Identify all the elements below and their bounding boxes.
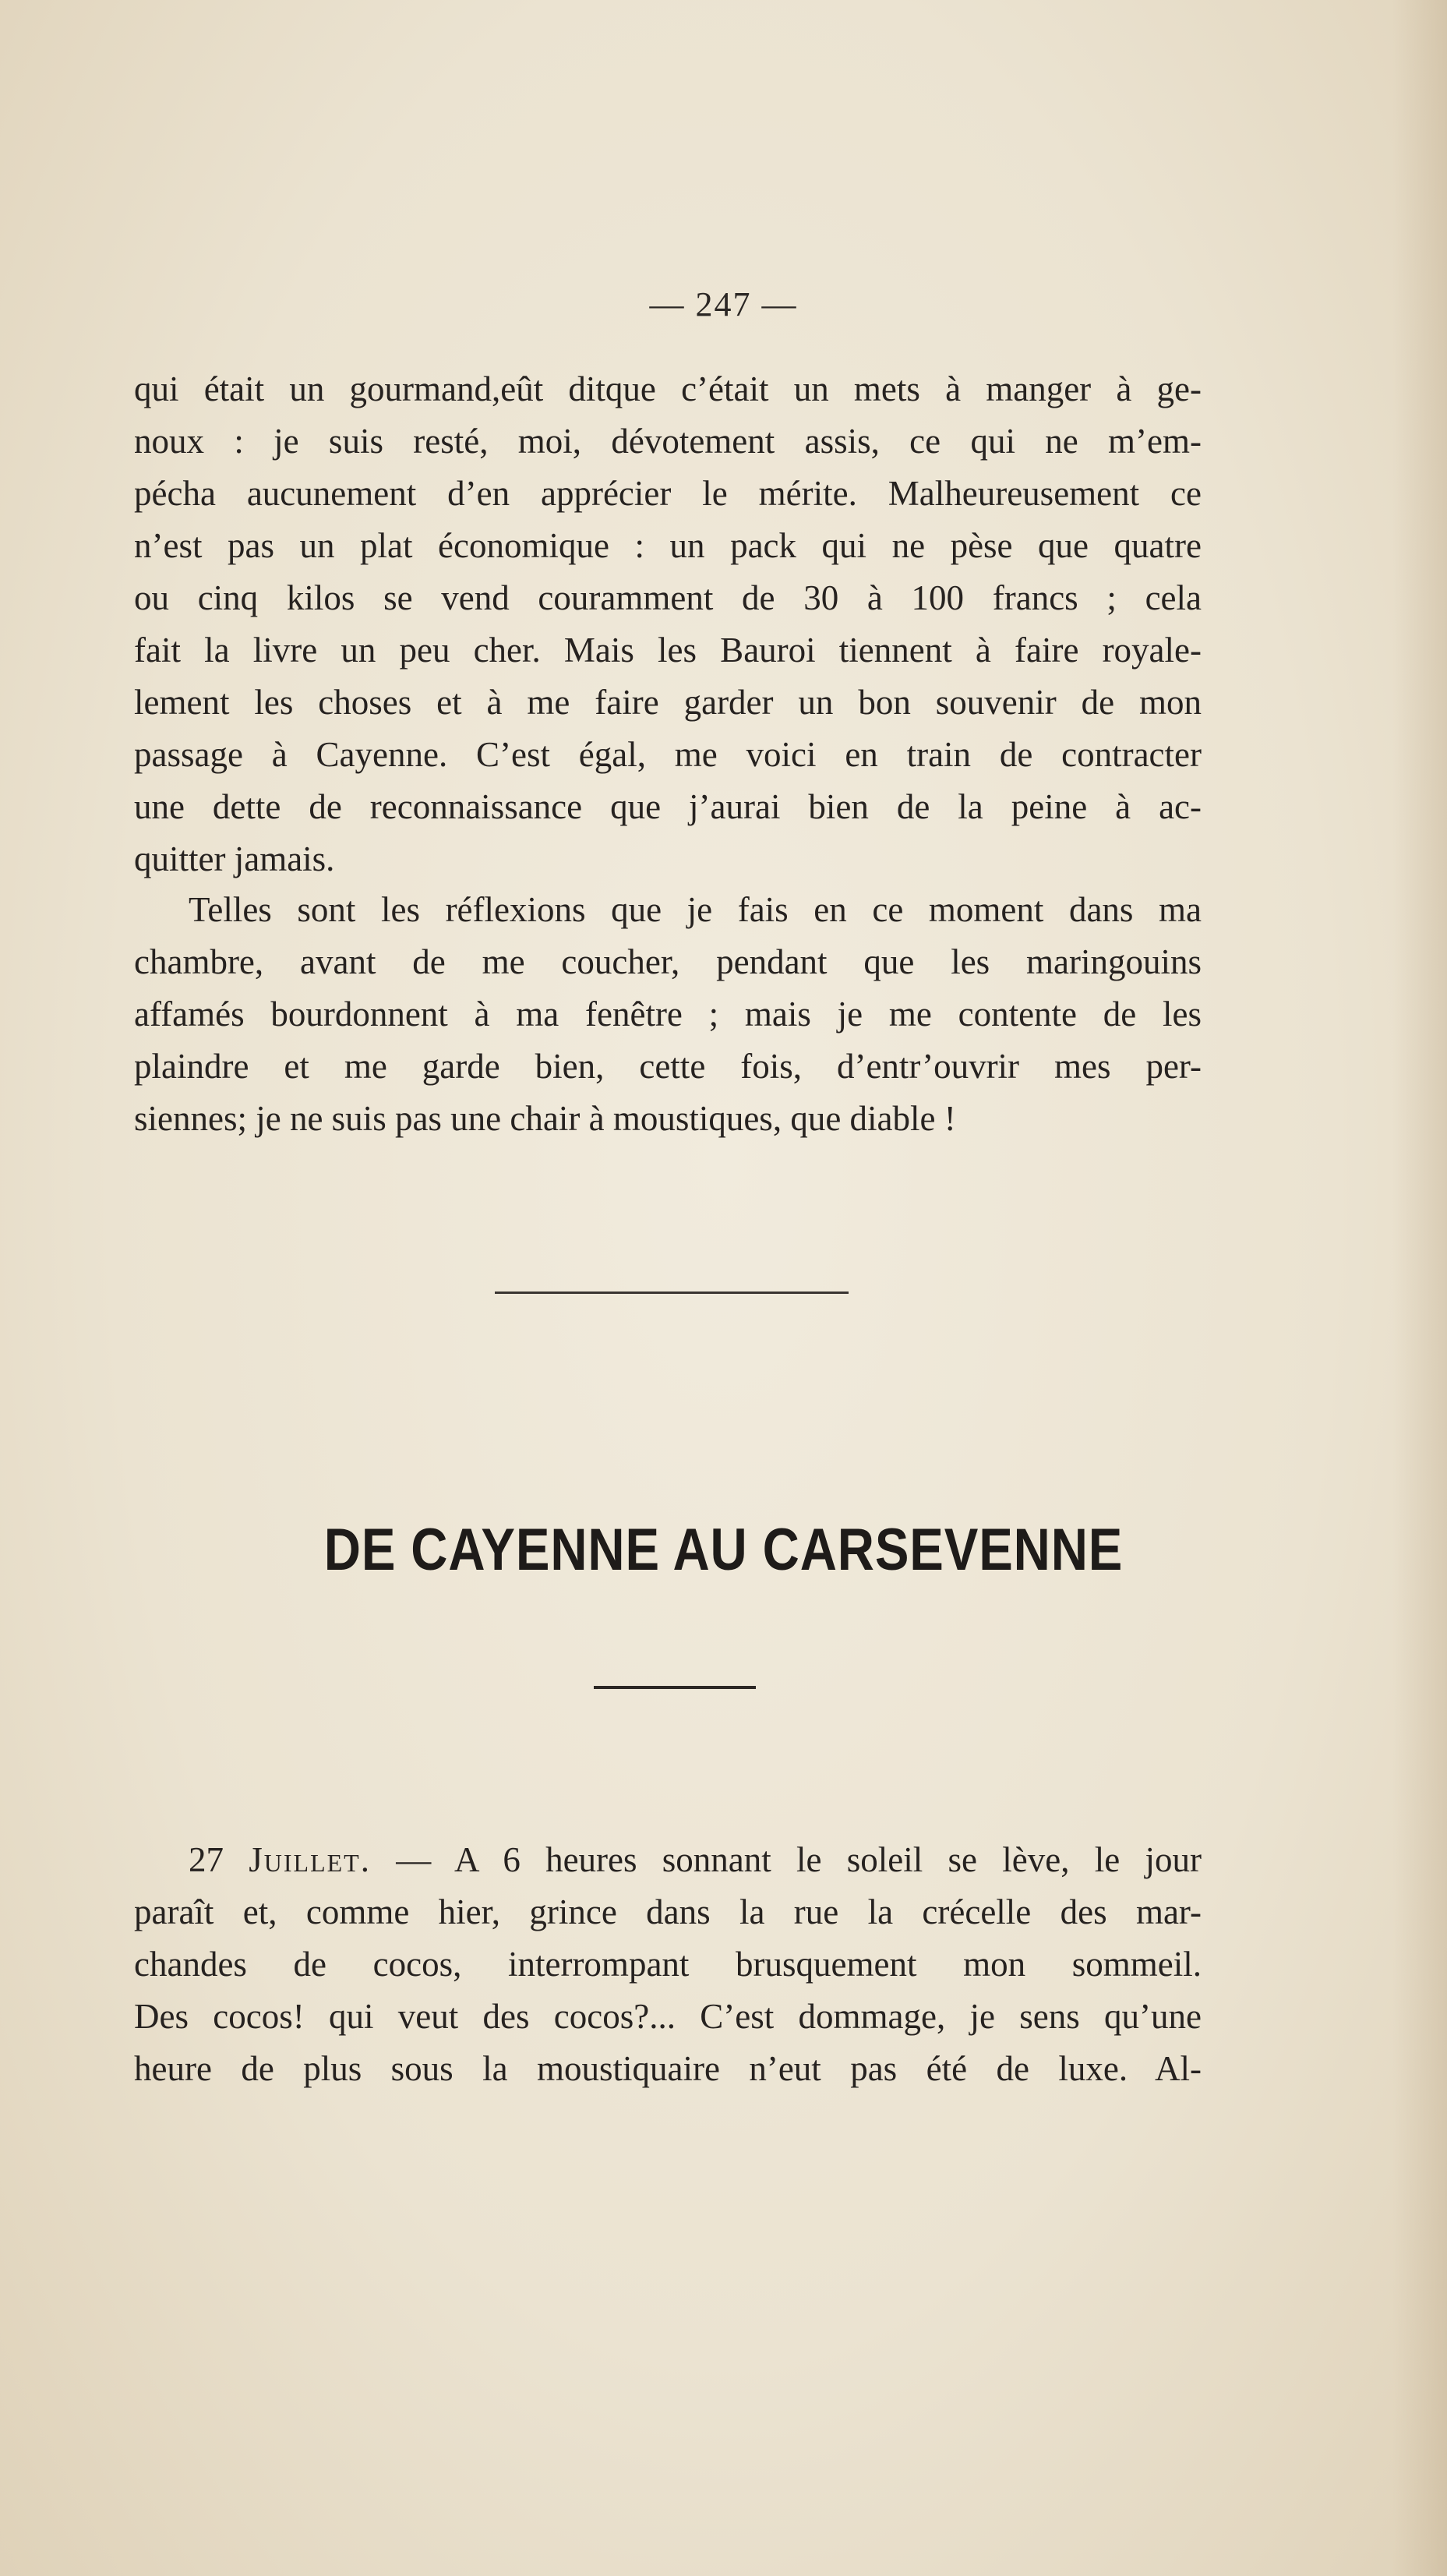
- section-divider-rule: [495, 1292, 849, 1294]
- text-line: plaindre et me garde bien, cette fois, d’entr’ouvrir mes per-: [134, 1047, 1202, 1086]
- text-line: quitter jamais.: [134, 839, 335, 878]
- text-line: paraît et, comme hier, grince dans la rue la crécelle des mar-: [134, 1892, 1202, 1931]
- text-line: pécha aucunement d’en apprécier le mérite. Malheureusement ce: [134, 474, 1202, 513]
- page-edge-shadow: [1392, 0, 1447, 2576]
- text-line: n’est pas un plat économique : un pack qui ne pèse que quatre: [134, 526, 1202, 565]
- text-line: qui était un gourmand,eût ditque c’était un mets à manger à ge-: [134, 369, 1202, 408]
- paragraph-reflections: [134, 884, 1202, 1145]
- text-line: fait la livre un peu cher. Mais les Bauroi tiennent à faire royale-: [134, 631, 1202, 670]
- text-line: Telles sont les réflexions que je fais en ce moment dans ma: [189, 890, 1202, 929]
- text-line: lement les choses et à me faire garder un bon souvenir de mon: [134, 683, 1202, 722]
- paragraph-continuation: [134, 363, 1202, 885]
- text-line: noux : je suis resté, moi, dévotement assis, ce qui ne m’em-: [134, 422, 1202, 461]
- text-line: une dette de reconnaissance que j’aurai bien de la peine à ac-: [134, 787, 1202, 826]
- text-line-dated: [134, 1834, 1202, 1886]
- entry-day: 27: [189, 1840, 224, 1879]
- text-line: chandes de cocos, interrompant brusquement mon sommeil.: [134, 1945, 1202, 1984]
- text-line: chambre, avant de me coucher, pendant que les maringouins: [134, 942, 1202, 981]
- page-number: — 247 —: [649, 285, 798, 323]
- text-line: affamés bourdonnent à ma fenêtre ; mais je me contente de les: [134, 995, 1202, 1034]
- paragraph-journal-entry: [134, 1834, 1202, 2095]
- text-line: ou cinq kilos se vend couramment de 30 à 100 francs ; cela: [134, 578, 1202, 617]
- chapter-title: DE CAYENNE AU CARSEVENNE: [323, 1517, 1124, 1583]
- text-line: Des cocos! qui veut des cocos?... C’est dommage, je sens qu’une: [134, 1997, 1202, 2036]
- title-underline-rule: [594, 1686, 756, 1689]
- entry-first-line: — A 6 heures sonnant le soleil se lève, le jour: [396, 1840, 1202, 1879]
- text-line: passage à Cayenne. C’est égal, me voici en train de contracter: [134, 735, 1202, 774]
- text-line: siennes; je ne suis pas une chair à moustiques, que diable !: [134, 1099, 956, 1138]
- text-line: heure de plus sous la moustiquaire n’eut pas été de luxe. Al-: [134, 2049, 1202, 2088]
- entry-month: Juillet.: [249, 1840, 371, 1879]
